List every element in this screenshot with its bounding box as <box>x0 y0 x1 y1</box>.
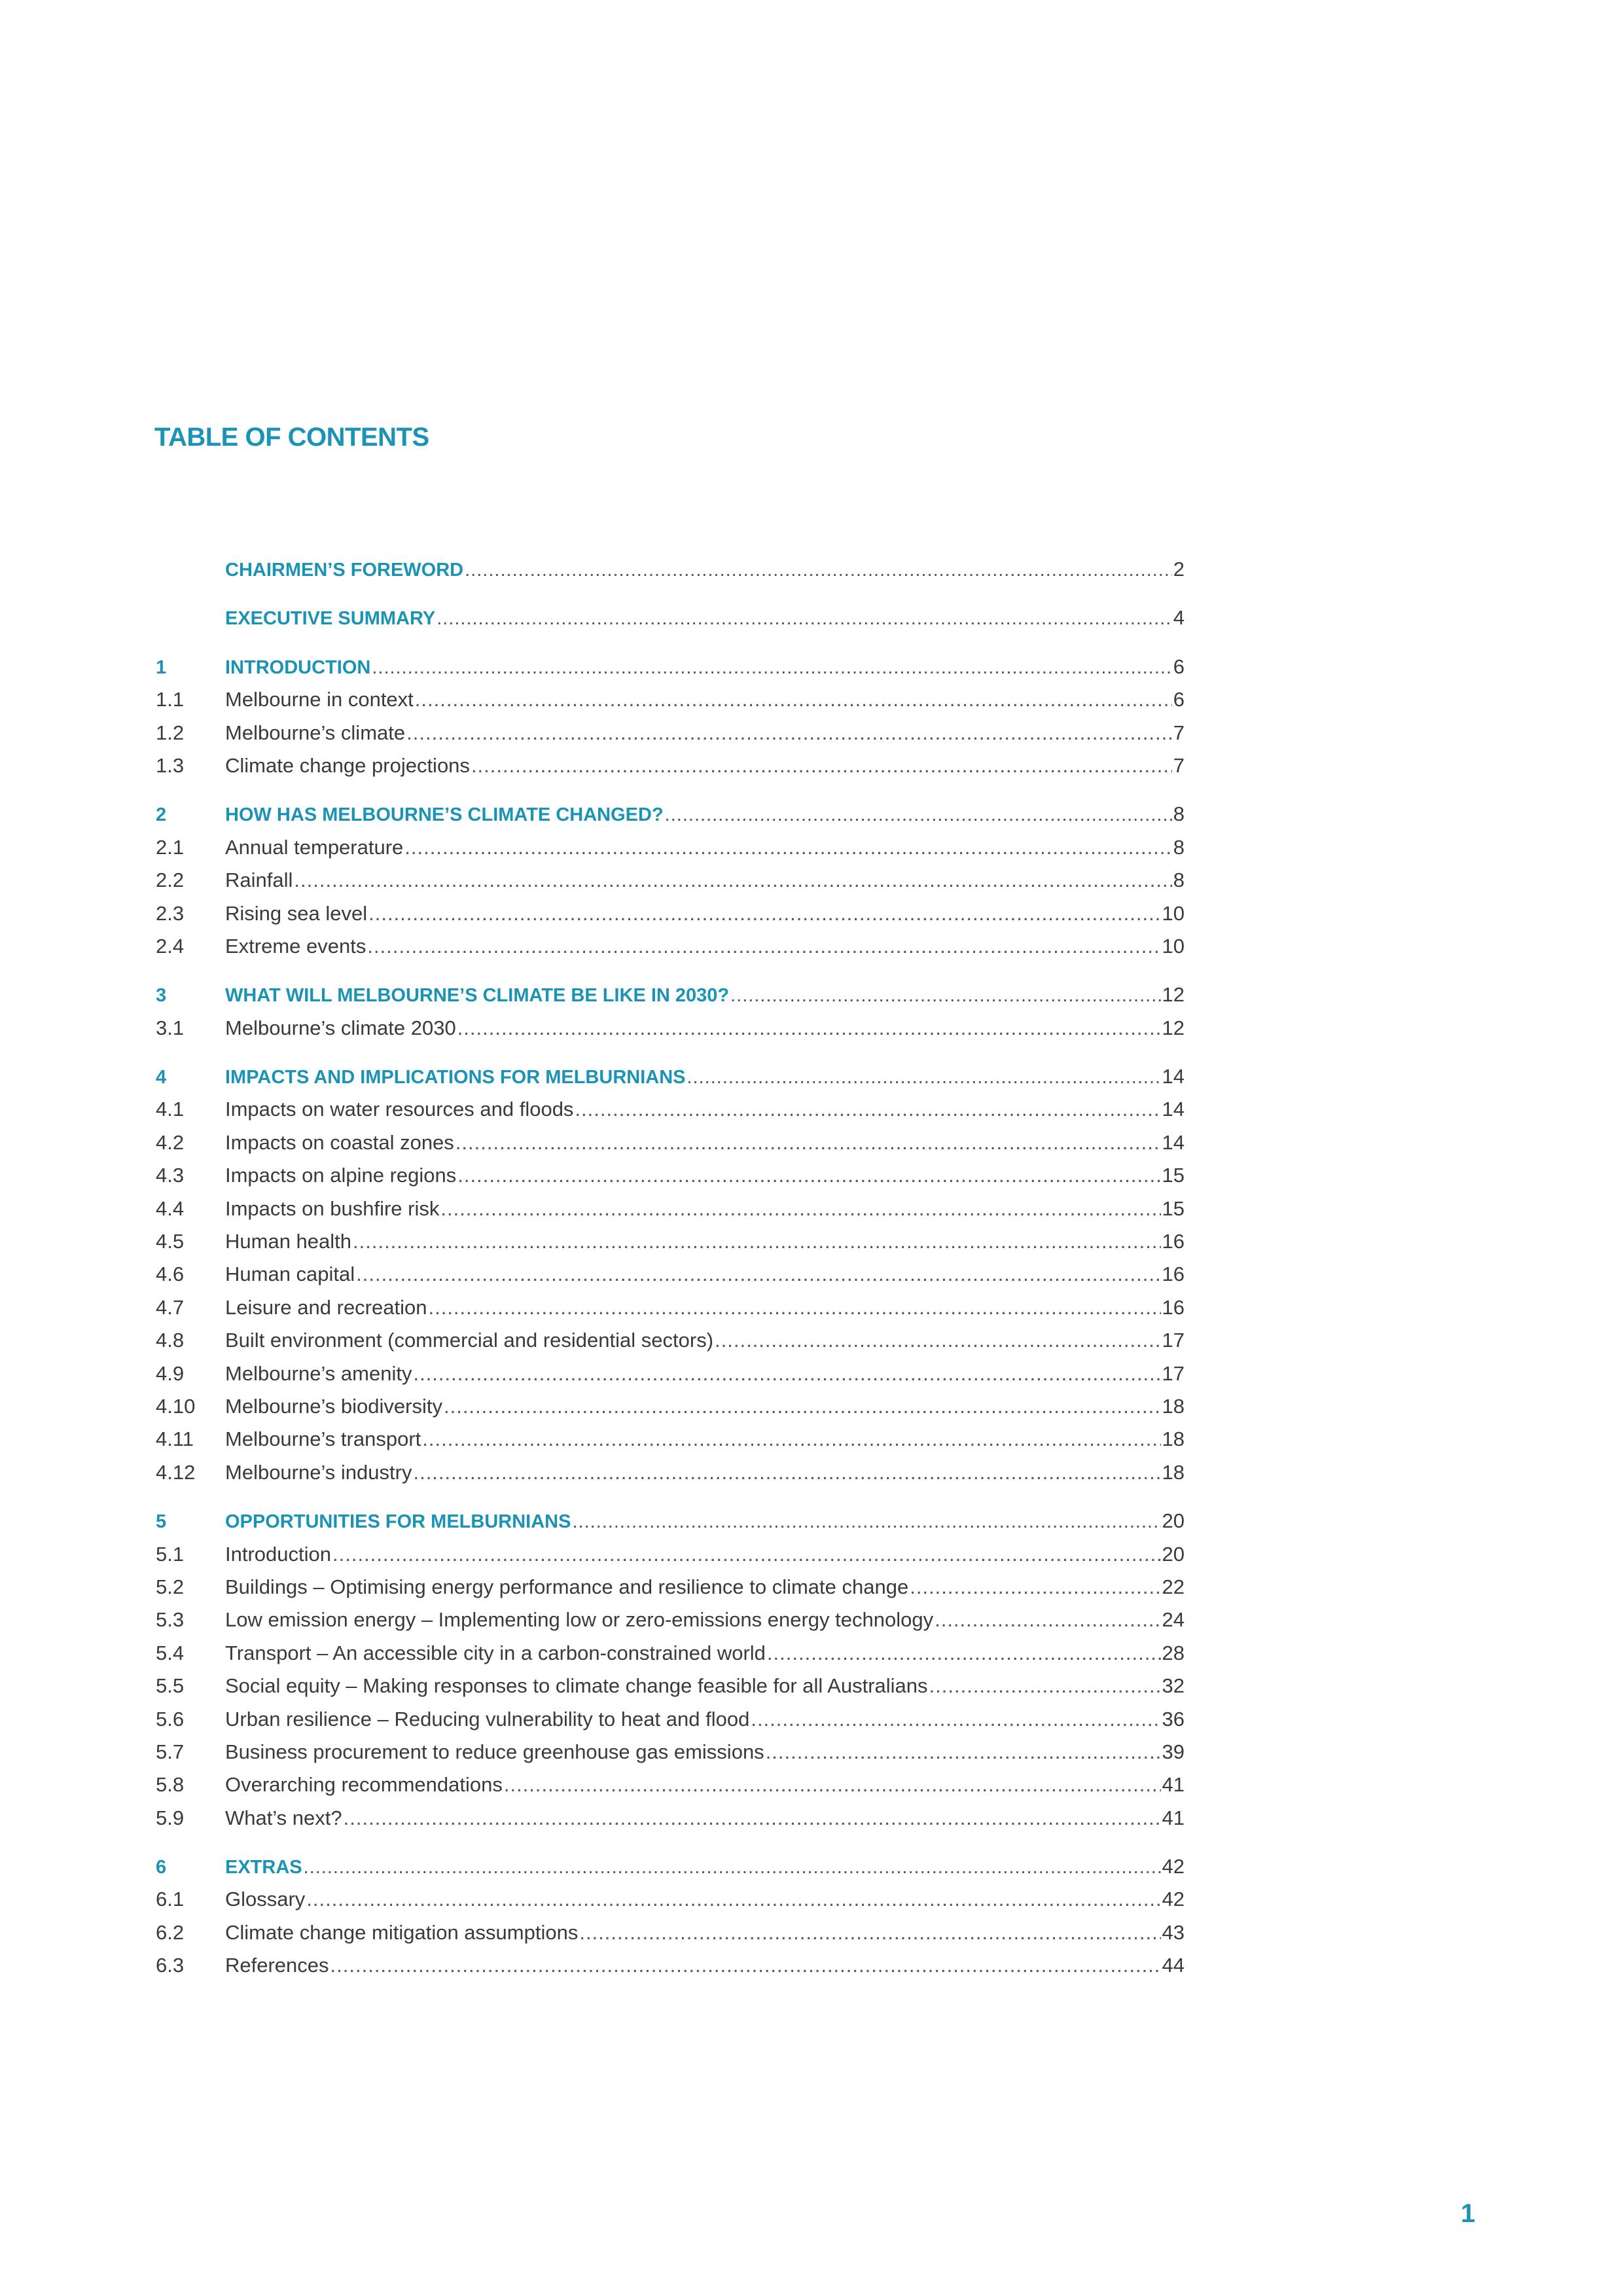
dot-leader <box>766 1736 1161 1768</box>
toc-entry-number: 4.2 <box>156 1130 185 1154</box>
dot-leader <box>455 1126 1161 1159</box>
toc-section-heading[interactable] <box>156 798 1185 831</box>
toc-entry-number: 4.9 <box>156 1361 185 1385</box>
toc-entry-page: 7 <box>1173 753 1185 777</box>
toc-entry[interactable] <box>156 1883 1185 1916</box>
toc-entry-number: 5.8 <box>156 1773 185 1797</box>
toc-entry-label: Business procurement to reduce greenhouse gas emissions <box>225 1740 764 1763</box>
toc-entry-page: 8 <box>1173 802 1185 826</box>
toc-entry[interactable] <box>156 1357 1185 1390</box>
dot-leader <box>415 683 1172 716</box>
toc-entry-number: 4.11 <box>156 1427 194 1451</box>
dot-leader <box>306 1883 1160 1916</box>
dot-leader <box>465 554 1172 586</box>
toc-entry[interactable] <box>156 749 1185 782</box>
toc-entry-page: 8 <box>1173 835 1185 859</box>
toc-entry[interactable] <box>156 683 1185 716</box>
toc-entry-number: 4.10 <box>156 1394 196 1418</box>
toc-entry[interactable] <box>156 897 1185 930</box>
toc-entry-label: Melbourne’s biodiversity <box>225 1394 442 1418</box>
toc-entry-label: Melbourne’s transport <box>225 1427 421 1451</box>
toc-entry-page: 44 <box>1162 1954 1185 1977</box>
toc-entry-page: 16 <box>1162 1263 1185 1286</box>
toc-entry-label: EXECUTIVE SUMMARY <box>225 608 436 630</box>
dot-leader <box>444 1390 1161 1423</box>
dot-leader <box>687 1061 1161 1094</box>
toc-entry[interactable] <box>156 1390 1185 1423</box>
toc-entry-number: 1 <box>156 656 167 678</box>
toc-entry-page: 16 <box>1162 1295 1185 1319</box>
toc-entry[interactable] <box>156 1324 1185 1357</box>
toc-section-heading[interactable] <box>156 1060 1185 1093</box>
dot-leader <box>330 1949 1161 1982</box>
toc-entry-number: 5.9 <box>156 1806 185 1829</box>
toc-entry-number: 6.2 <box>156 1920 185 1944</box>
table-of-contents <box>156 553 1185 1982</box>
toc-entry-number: 5.6 <box>156 1707 185 1731</box>
toc-entry-page: 14 <box>1162 1130 1185 1154</box>
toc-entry-number: 5.5 <box>156 1674 185 1698</box>
dot-leader <box>344 1802 1161 1835</box>
toc-section-heading[interactable] <box>156 553 1185 586</box>
toc-entry-label: Built environment (commercial and residential sectors) <box>225 1329 714 1352</box>
toc-entry[interactable] <box>156 1571 1185 1604</box>
toc-entry-number: 5.3 <box>156 1608 185 1632</box>
toc-entry-label: Impacts on alpine regions <box>225 1164 457 1187</box>
dot-leader <box>367 930 1160 963</box>
toc-entry-label: Melbourne’s climate <box>225 721 406 744</box>
toc-entry-number: 4.4 <box>156 1196 185 1220</box>
toc-entry-number: 5.4 <box>156 1641 185 1664</box>
toc-entry-label: Impacts on bushfire risk <box>225 1196 440 1220</box>
toc-entry-label: HOW HAS MELBOURNE’S CLIMATE CHANGED? <box>225 804 664 826</box>
toc-entry-label: Melbourne’s climate 2030 <box>225 1016 456 1039</box>
toc-entry-number: 4.8 <box>156 1329 185 1352</box>
dot-leader <box>332 1538 1161 1571</box>
toc-entry-label: Leisure and recreation <box>225 1295 427 1319</box>
toc-entry-number: 6.3 <box>156 1954 185 1977</box>
toc-entry-label: Climate change projections <box>225 753 470 777</box>
dot-leader <box>730 979 1160 1012</box>
toc-entry[interactable] <box>156 1456 1185 1489</box>
toc-entry-label: Overarching recommendations <box>225 1773 503 1797</box>
page-number: 1 <box>1461 2199 1476 2228</box>
toc-entry-page: 28 <box>1162 1641 1185 1664</box>
toc-entry-label: Buildings – Optimising energy performance and resilience to climate change <box>225 1575 909 1598</box>
toc-entry[interactable] <box>156 1093 1185 1126</box>
toc-entry-page: 8 <box>1173 869 1185 892</box>
dot-leader <box>504 1768 1161 1801</box>
toc-entry-page: 41 <box>1162 1773 1185 1797</box>
toc-entry-page: 12 <box>1162 1016 1185 1039</box>
toc-section-heading[interactable] <box>156 1850 1185 1883</box>
dot-leader <box>372 651 1171 684</box>
toc-entry-label: Transport – An accessible city in a carbon-constrained world <box>225 1641 766 1664</box>
toc-entry-page: 18 <box>1162 1460 1185 1484</box>
toc-entry-label: EXTRAS <box>225 1857 302 1878</box>
dot-leader <box>413 1456 1160 1489</box>
toc-entry[interactable] <box>156 717 1185 749</box>
toc-entry-page: 32 <box>1162 1674 1185 1698</box>
toc-entry[interactable] <box>156 864 1185 897</box>
dot-leader <box>368 897 1160 930</box>
toc-section-heading[interactable] <box>156 978 1185 1011</box>
toc-entry[interactable] <box>156 1949 1185 1982</box>
dot-leader <box>304 1851 1161 1884</box>
dot-leader <box>572 1505 1160 1538</box>
toc-entry-number: 5.1 <box>156 1542 185 1566</box>
toc-entry-label: Human health <box>225 1230 352 1253</box>
toc-entry-page: 17 <box>1162 1361 1185 1385</box>
dot-leader <box>437 602 1172 635</box>
toc-entry[interactable] <box>156 1193 1185 1225</box>
toc-entry-number: 4.5 <box>156 1230 185 1253</box>
toc-entry-label: Human capital <box>225 1263 355 1286</box>
toc-entry-number: 4.12 <box>156 1460 196 1484</box>
toc-entry-number: 1.2 <box>156 721 185 744</box>
toc-entry-label: CHAIRMEN’S FOREWORD <box>225 560 464 581</box>
toc-entry-label: Extreme events <box>225 934 366 958</box>
toc-entry[interactable] <box>156 1670 1185 1702</box>
dot-leader <box>413 1357 1160 1390</box>
toc-entry-page: 20 <box>1162 1509 1185 1533</box>
toc-entry-page: 2 <box>1173 558 1185 581</box>
dot-leader <box>575 1093 1160 1126</box>
dot-leader <box>715 1324 1161 1357</box>
dot-leader <box>422 1423 1160 1456</box>
toc-entry-number: 4 <box>156 1067 167 1088</box>
toc-entry[interactable] <box>156 1916 1185 1949</box>
toc-entry-page: 6 <box>1173 688 1185 711</box>
toc-entry-page: 16 <box>1162 1230 1185 1253</box>
toc-entry-page: 18 <box>1162 1394 1185 1418</box>
toc-entry-page: 15 <box>1162 1164 1185 1187</box>
toc-entry-page: 10 <box>1162 901 1185 925</box>
toc-entry[interactable] <box>156 1225 1185 1258</box>
dot-leader <box>929 1670 1161 1702</box>
dot-leader <box>428 1291 1160 1324</box>
dot-leader <box>440 1193 1160 1225</box>
toc-entry-number: 2.4 <box>156 934 185 958</box>
toc-entry[interactable] <box>156 1159 1185 1192</box>
toc-entry[interactable] <box>156 1703 1185 1736</box>
toc-entry-page: 39 <box>1162 1740 1185 1763</box>
toc-entry-number: 5.2 <box>156 1575 185 1598</box>
toc-entry-label: Rising sea level <box>225 901 368 925</box>
dot-leader <box>406 717 1172 749</box>
toc-entry-page: 14 <box>1162 1065 1185 1088</box>
toc-entry[interactable] <box>156 1423 1185 1456</box>
toc-entry-page: 4 <box>1173 606 1185 630</box>
toc-section-heading[interactable] <box>156 651 1185 683</box>
dot-leader <box>356 1258 1160 1291</box>
dot-leader <box>767 1637 1161 1670</box>
toc-entry[interactable] <box>156 1291 1185 1324</box>
toc-entry-label: Glossary <box>225 1888 306 1911</box>
dot-leader <box>935 1604 1160 1636</box>
toc-entry-number: 4.3 <box>156 1164 185 1187</box>
toc-entry[interactable] <box>156 930 1185 963</box>
toc-entry-label: Social equity – Making responses to climate change feasible for all Australians <box>225 1674 928 1698</box>
toc-entry-label: Melbourne’s amenity <box>225 1361 412 1385</box>
toc-entry-label: Melbourne’s industry <box>225 1460 412 1484</box>
toc-entry-label: References <box>225 1954 329 1977</box>
toc-entry-label: Impacts on water resources and floods <box>225 1098 574 1121</box>
toc-entry[interactable] <box>156 1538 1185 1571</box>
toc-entry-page: 7 <box>1173 721 1185 744</box>
toc-entry-page: 24 <box>1162 1608 1185 1632</box>
dot-leader <box>294 864 1171 897</box>
toc-entry[interactable] <box>156 1258 1185 1291</box>
toc-entry-page: 14 <box>1162 1098 1185 1121</box>
toc-entry[interactable] <box>156 1736 1185 1768</box>
toc-entry-number: 2.3 <box>156 901 185 925</box>
toc-entry-page: 41 <box>1162 1806 1185 1829</box>
toc-entry[interactable] <box>156 1637 1185 1670</box>
toc-entry-number: 2 <box>156 804 167 826</box>
dot-leader <box>579 1916 1160 1949</box>
toc-entry-page: 42 <box>1162 1888 1185 1911</box>
dot-leader <box>665 798 1172 831</box>
toc-entry-number: 5 <box>156 1511 167 1533</box>
toc-entry-page: 15 <box>1162 1196 1185 1220</box>
toc-entry-number: 5.7 <box>156 1740 185 1763</box>
toc-entry-page: 43 <box>1162 1920 1185 1944</box>
toc-entry-page: 18 <box>1162 1427 1185 1451</box>
toc-entry-number: 4.1 <box>156 1098 185 1121</box>
toc-entry[interactable] <box>156 1012 1185 1045</box>
dot-leader <box>751 1703 1160 1736</box>
toc-entry[interactable] <box>156 1802 1185 1835</box>
toc-entry-label: Melbourne in context <box>225 688 414 711</box>
toc-section-heading[interactable] <box>156 601 1185 634</box>
dot-leader <box>910 1571 1160 1604</box>
toc-entry-number: 4.7 <box>156 1295 185 1319</box>
toc-entry-label: INTRODUCTION <box>225 656 371 678</box>
toc-entry-page: 22 <box>1162 1575 1185 1598</box>
toc-entry-page: 10 <box>1162 934 1185 958</box>
toc-entry[interactable] <box>156 1126 1185 1159</box>
toc-entry-number: 6.1 <box>156 1888 185 1911</box>
toc-entry-label: IMPACTS AND IMPLICATIONS FOR MELBURNIANS <box>225 1067 686 1088</box>
toc-entry-label: OPPORTUNITIES FOR MELBURNIANS <box>225 1511 571 1533</box>
toc-entry-label: Introduction <box>225 1542 331 1566</box>
toc-entry[interactable] <box>156 831 1185 864</box>
toc-entry-number: 4.6 <box>156 1263 185 1286</box>
toc-entry-page: 6 <box>1173 655 1185 678</box>
toc-entry-page: 17 <box>1162 1329 1185 1352</box>
dot-leader <box>457 1012 1161 1045</box>
dot-leader <box>471 749 1172 782</box>
toc-entry-number: 2.1 <box>156 835 185 859</box>
toc-entry-label: Rainfall <box>225 869 293 892</box>
toc-entry-label: Low emission energy – Implementing low or zero-emissions energy technology <box>225 1608 934 1632</box>
dot-leader <box>353 1225 1161 1258</box>
toc-entry-page: 12 <box>1162 983 1185 1007</box>
toc-entry-page: 20 <box>1162 1542 1185 1566</box>
toc-section-heading[interactable] <box>156 1505 1185 1537</box>
toc-entry-number: 2.2 <box>156 869 185 892</box>
toc-entry-label: What’s next? <box>225 1806 342 1829</box>
toc-entry-number: 3 <box>156 985 167 1007</box>
toc-entry-number: 1.1 <box>156 688 185 711</box>
toc-entry-label: Urban resilience – Reducing vulnerability to heat and flood <box>225 1707 750 1731</box>
dot-leader <box>404 831 1171 864</box>
toc-entry-label: Impacts on coastal zones <box>225 1130 454 1154</box>
toc-entry-label: Climate change mitigation assumptions <box>225 1920 579 1944</box>
toc-entry-number: 6 <box>156 1857 167 1878</box>
toc-entry-number: 3.1 <box>156 1016 185 1039</box>
page-title: TABLE OF CONTENTS <box>154 423 429 452</box>
toc-entry-page: 36 <box>1162 1707 1185 1731</box>
toc-entry[interactable] <box>156 1768 1185 1801</box>
toc-entry-label: WHAT WILL MELBOURNE’S CLIMATE BE LIKE IN 2030? <box>225 985 730 1007</box>
toc-entry-label: Annual temperature <box>225 835 404 859</box>
toc-entry[interactable] <box>156 1604 1185 1636</box>
toc-entry-page: 42 <box>1162 1855 1185 1878</box>
dot-leader <box>457 1159 1160 1192</box>
toc-entry-number: 1.3 <box>156 753 185 777</box>
